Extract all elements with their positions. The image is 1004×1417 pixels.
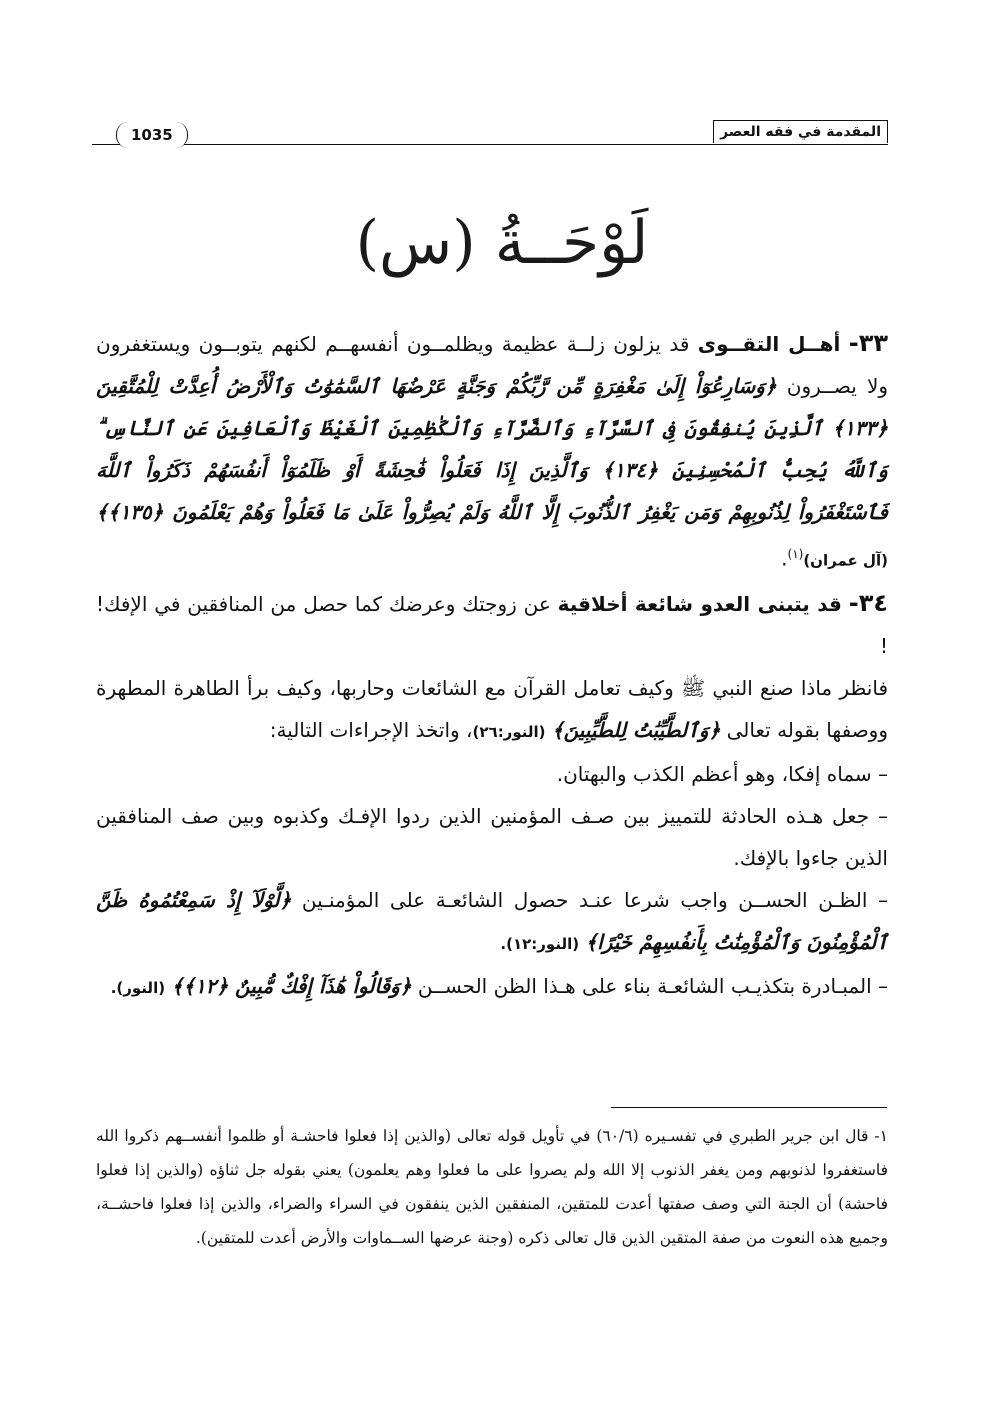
paragraph-34-body (96, 667, 888, 753)
period: . (781, 546, 788, 571)
item-text: – الظـن الحســن واجب شرعا عنـد حصول الشائعـة على المؤمنـين (301, 887, 889, 912)
header-rule (92, 144, 888, 145)
paragraph-text: عن زوجتك وعرضك كما حصل من المنافقين في الإفك! ! (96, 591, 888, 658)
list-item: – جعل هـذه الحادثة للتمييز بين صـف المؤمنين الذين ردوا الإفـك وكذبوه وبين صف المنافقين الذين جاءوا بالإفك. (96, 803, 888, 870)
footnote: ١- قال ابن جرير الطبري في تفسـيره (٦٠/٦) في تأويل قوله تعالى (والذين إذا فعلوا فاحشـة أو ظلموا أنفســهم ذكروا الله فاستغفروا لذنوبهم ومن يغفر الذنوب إلا الله ولم يصروا على ما فعلوا وهم يعلمون) يعني بقوله جل ثناؤه (والذين إذا فعلوا فاحشة) أن الجنة التي وصف صفتها أعدت للمتقين، المنفقين الذين ينفقون في السراء والضراء، والذين إذا فعلوا فاحشــة، وجميع هذه النعوت من صفة المتقين الذين قال تعالى ذكره (وجنة عرضها الســماوات والأرض أعدت للمتقين). (96, 1127, 888, 1247)
verse-reference: (النور:١٢). (500, 934, 580, 953)
footnote-rule (611, 1107, 887, 1108)
paragraph-text: ، واتخذ الإجراءات التالية: (269, 717, 473, 742)
quran-verse: ﴿وَسَارِعُوٓاْ إِلَىٰ مَغْفِرَةٍ مِّن رَّبِّكُمْ وَجَنَّةٍ عَرْضُهَا ٱلسَّمَٰوَٰتُ وَٱلْأَرْضُ أُعِدَّتْ لِلْمُتَّقِينَ ﴿١٣٣﴾ ٱلَّذِينَ يُنفِقُونَ فِى ٱلسَّرَّآءِ وَٱلضَّرَّآءِ وَٱلْكَٰظِمِينَ ٱلْغَيْظَ وَٱلْعَافِينَ عَنِ ٱلنَّاسِ ۗ وَٱللَّهُ يُحِبُّ ٱلْمُحْسِنِينَ ﴿١٣٤﴾ وَٱلَّذِينَ إِذَا فَعَلُواْ فَٰحِشَةً أَوْ ظَلَمُوٓاْ أَنفُسَهُمْ ذَكَرُواْ ٱللَّهَ فَٱسْتَغْفَرُواْ لِذُنُوبِهِمْ وَمَن يَغْفِرُ ٱلذُّنُوبَ إِلَّا ٱللَّهُ وَلَمْ يُصِرُّواْ عَلَىٰ مَا فَعَلُواْ وَهُمْ يَعْلَمُونَ ﴿١٣٥﴾﴾ (96, 374, 889, 524)
list-item (96, 965, 888, 1009)
page-number: 1035 (116, 122, 188, 148)
quran-verse: ﴿وَقَالُواْ هَٰذَآ إِفْكٌ مُّبِينٌ ﴿١٢﴾﴾ (171, 973, 412, 998)
item-text: – المبـادرة بتكذيـب الشائعـة بناء على هـذا الظن الحســن (417, 973, 888, 998)
paragraph-34 (96, 582, 888, 667)
verse-reference: (النور:٢٦) (472, 722, 546, 741)
footnote-marker[interactable]: (١) (787, 547, 804, 561)
book-title: المقدمة في فقه العصر (713, 120, 888, 143)
paragraph-text: قد يزلون زلــة عظيمة ويظلمــون أنفسهــم لكنهم يتوبــون ويستغفرون ولا يصــرون (96, 332, 889, 398)
section-heading: قد يتبنى العدو شائعة أخلاقية (557, 591, 842, 616)
verse-reference: (النور). (110, 978, 166, 997)
quran-verse: ﴿لَّوْلَآ إِذْ سَمِعْتُمُوهُ ظَنَّ ٱلْمُؤْمِنُونَ وَٱلْمُؤْمِنَٰتُ بِأَنفُسِهِمْ خَيْرًا﴾ (96, 887, 888, 954)
section-heading: أهــل التقــوى (697, 332, 841, 356)
running-header (92, 118, 888, 158)
list-item: – سماه إفكا، وهو أعظم الكذب والبهتان. (556, 761, 888, 786)
verse-reference: (آل عمران) (803, 551, 888, 570)
paragraph-33 (96, 322, 888, 582)
quran-verse: ﴿وَٱلطَّيِّبَٰتُ لِلطَّيِّبِينَ﴾ (551, 717, 721, 742)
page-title: لَوْحَــةُ (س) (355, 208, 649, 278)
list-item (96, 879, 888, 965)
main-text (96, 322, 888, 1009)
paragraph-text: فانظر ماذا صنع النبي ﷺ وكيف تعامل القرآن مع الشائعات وحاربها، وكيف برأ الطاهرة المطهرة ووصفها بقوله تعالى (96, 675, 888, 742)
section-number: ٣٣- (848, 329, 888, 357)
section-number: ٣٤- (848, 588, 889, 617)
